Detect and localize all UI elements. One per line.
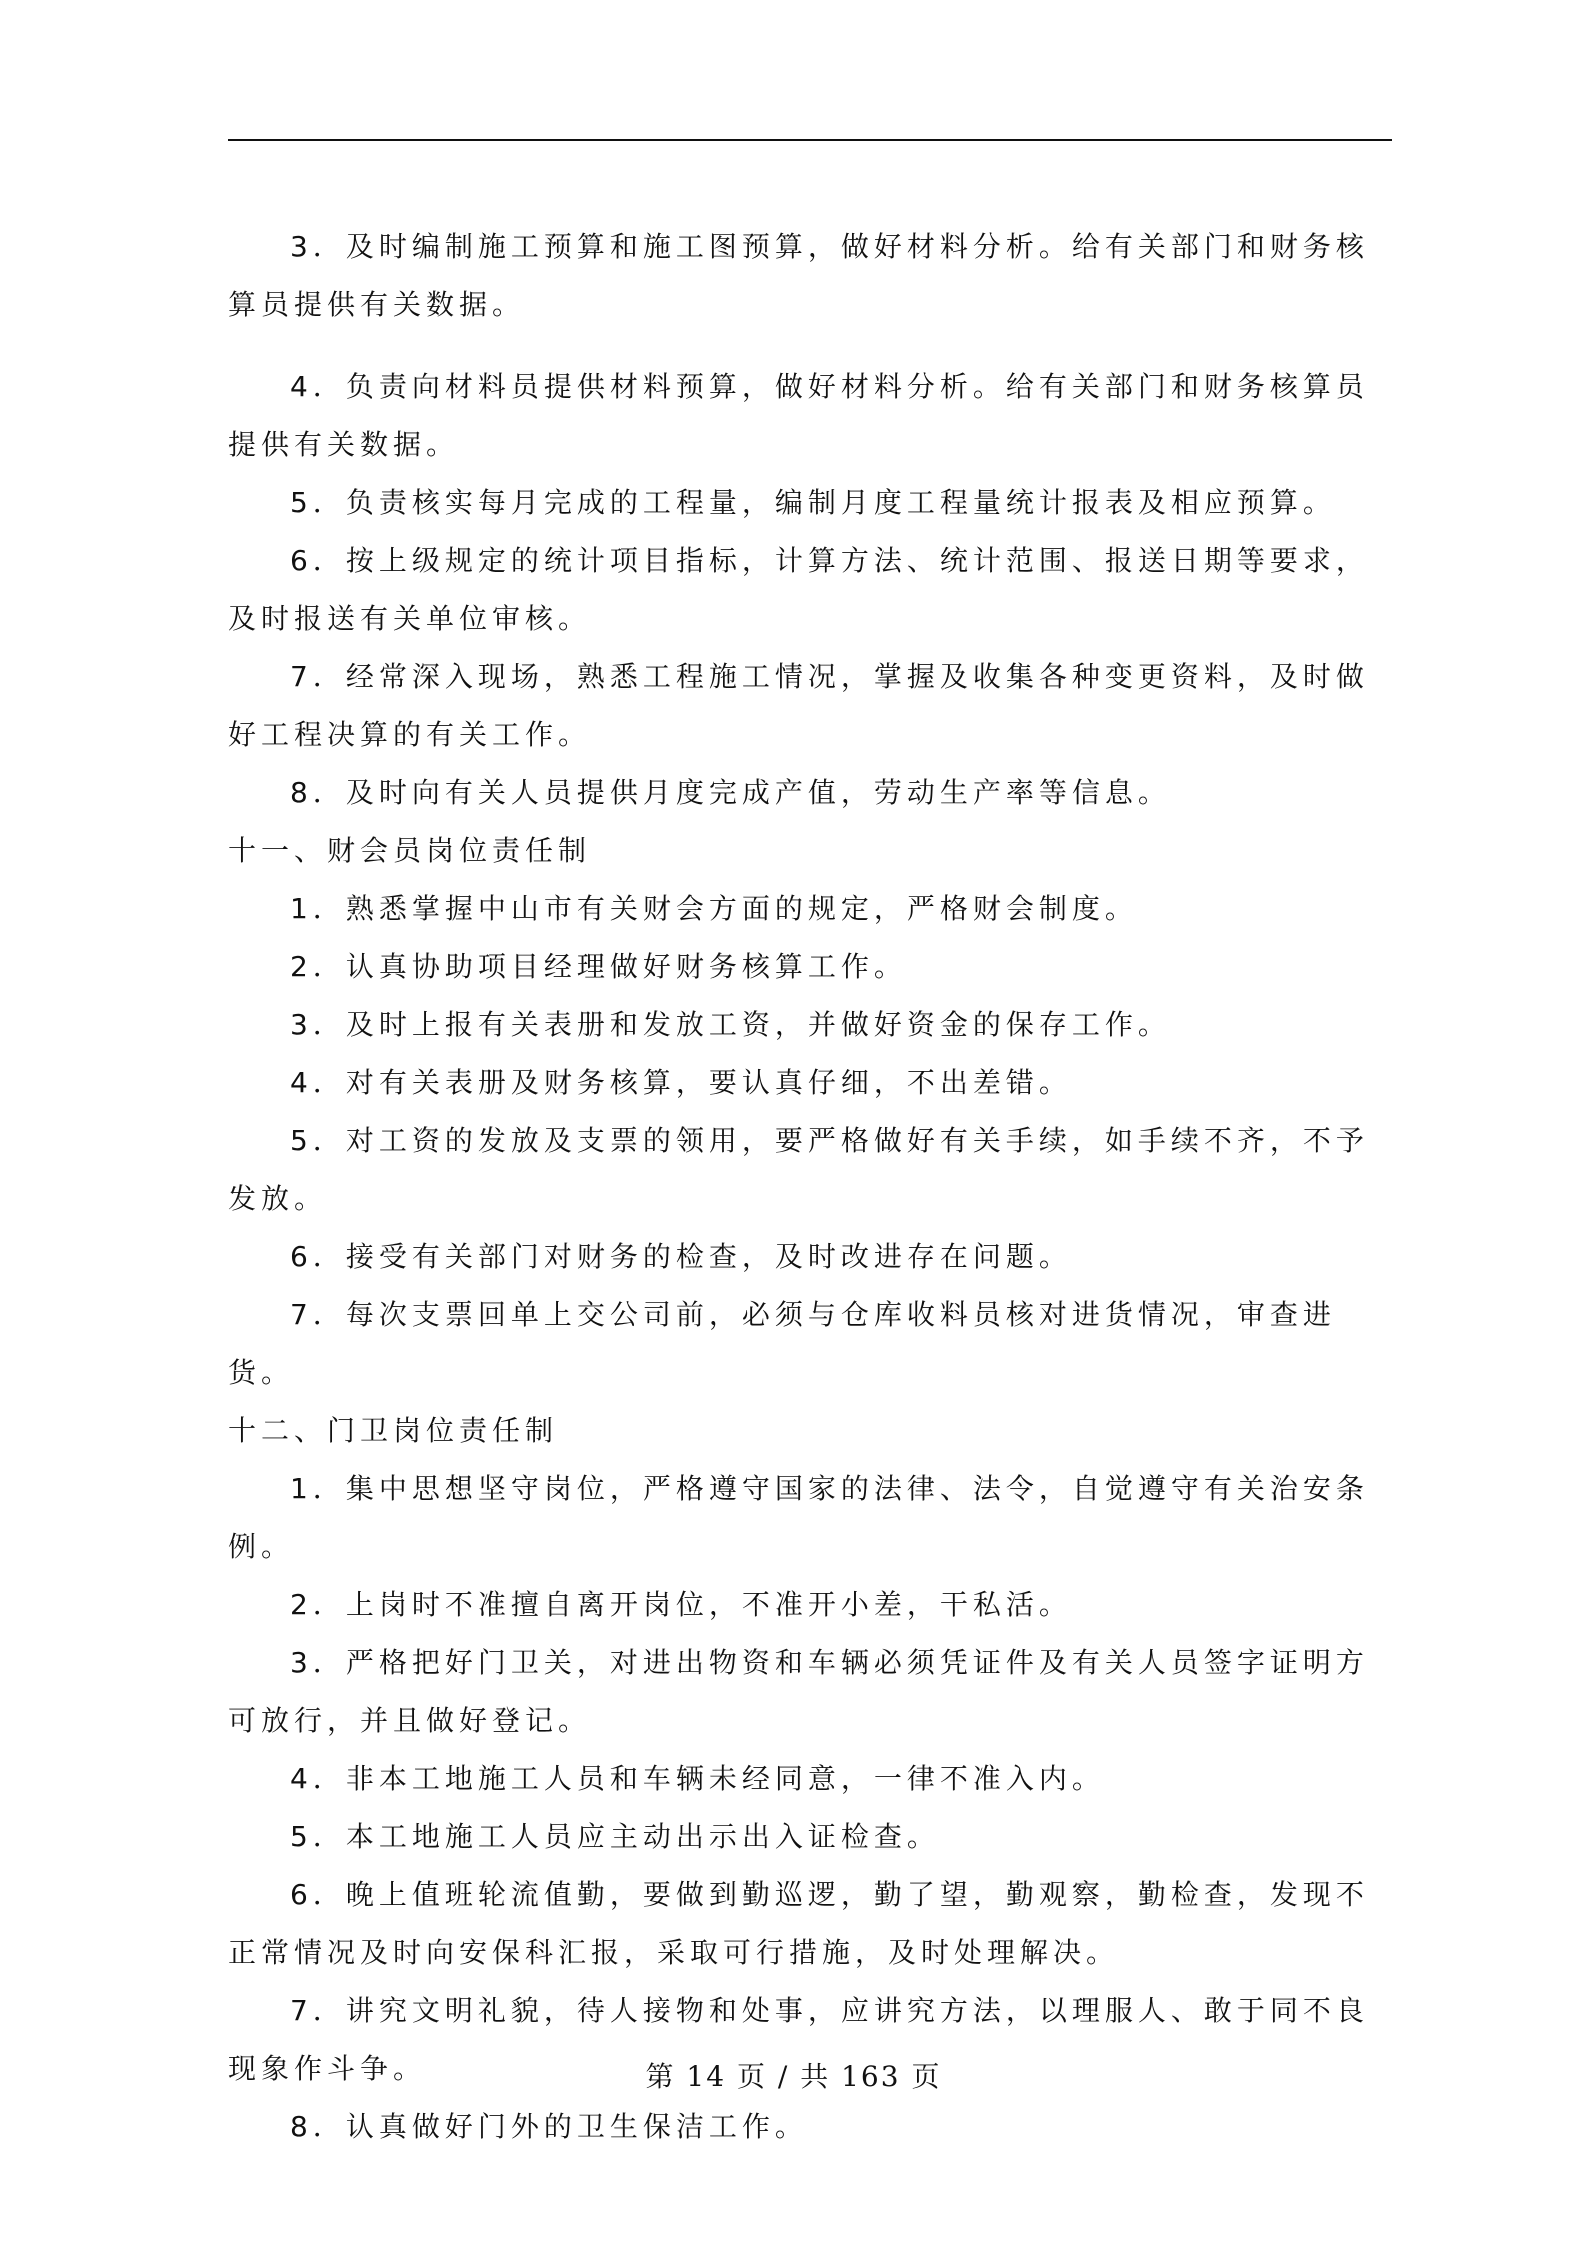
paragraph-item: 6．晚上值班轮流值勤，要做到勤巡逻，勤了望，勤观察，勤检查，发现不正常情况及时向安保科汇报，采取可行措施，及时处理解决。 <box>228 1878 1369 1969</box>
paragraph-item: 8．及时向有关人员提供月度完成产值，劳动生产率等信息。 <box>290 776 1171 809</box>
paragraph-item: 1．集中思想坚守岗位，严格遵守国家的法律、法令，自觉遵守有关治安条例。 <box>228 1472 1369 1563</box>
paragraph-item: 1．熟悉掌握中山市有关财会方面的规定，严格财会制度。 <box>290 892 1138 925</box>
paragraph-item: 5．对工资的发放及支票的领用，要严格做好有关手续，如手续不齐，不予发放。 <box>228 1124 1369 1215</box>
paragraph-item: 2．认真协助项目经理做好财务核算工作。 <box>290 950 907 983</box>
paragraph-item: 3．及时上报有关表册和发放工资，并做好资金的保存工作。 <box>290 1008 1171 1041</box>
paragraph-item: 4．负责向材料员提供材料预算，做好材料分析。给有关部门和财务核算员提供有关数据。 <box>228 370 1369 461</box>
paragraph-item: 3．及时编制施工预算和施工图预算，做好材料分析。给有关部门和财务核算员提供有关数据。 <box>228 230 1369 321</box>
paragraph-item: 4．对有关表册及财务核算，要认真仔细，不出差错。 <box>290 1066 1072 1099</box>
paragraph-item: 7．每次支票回单上交公司前，必须与仓库收料员核对进货情况，审查进货。 <box>228 1298 1336 1389</box>
paragraph-item: 5．负责核实每月完成的工程量，编制月度工程量统计报表及相应预算。 <box>290 486 1336 519</box>
paragraph-item: 6．按上级规定的统计项目指标，计算方法、统计范围、报送日期等要求，及时报送有关单位审核。 <box>228 544 1369 635</box>
document-body <box>228 218 1392 2156</box>
paragraph-item: 6．接受有关部门对财务的检查，及时改进存在问题。 <box>290 1240 1072 1273</box>
page-number-footer: 第 14 页 / 共 163 页 <box>645 2060 942 2093</box>
paragraph-item: 5．本工地施工人员应主动出示出入证检查。 <box>290 1820 940 1853</box>
paragraph-item: 7．经常深入现场，熟悉工程施工情况，掌握及收集各种变更资料，及时做好工程决算的有关工作。 <box>228 660 1369 751</box>
paragraph-item: 8．认真做好门外的卫生保洁工作。 <box>290 2110 808 2143</box>
paragraph-item: 3．严格把好门卫关，对进出物资和车辆必须凭证件及有关人员签字证明方可放行，并且做好登记。 <box>228 1646 1369 1737</box>
section-heading: 十一、财会员岗位责任制 <box>228 834 592 867</box>
paragraph-item: 2．上岗时不准擅自离开岗位，不准开小差，干私活。 <box>290 1588 1072 1621</box>
header-rule <box>228 139 1392 141</box>
paragraph-item: 7．讲究文明礼貌，待人接物和处事，应讲究方法，以理服人、敢于同不良现象作斗争。 <box>228 1994 1369 2085</box>
paragraph-item: 4．非本工地施工人员和车辆未经同意，一律不准入内。 <box>290 1762 1105 1795</box>
section-heading: 十二、门卫岗位责任制 <box>228 1414 559 1447</box>
